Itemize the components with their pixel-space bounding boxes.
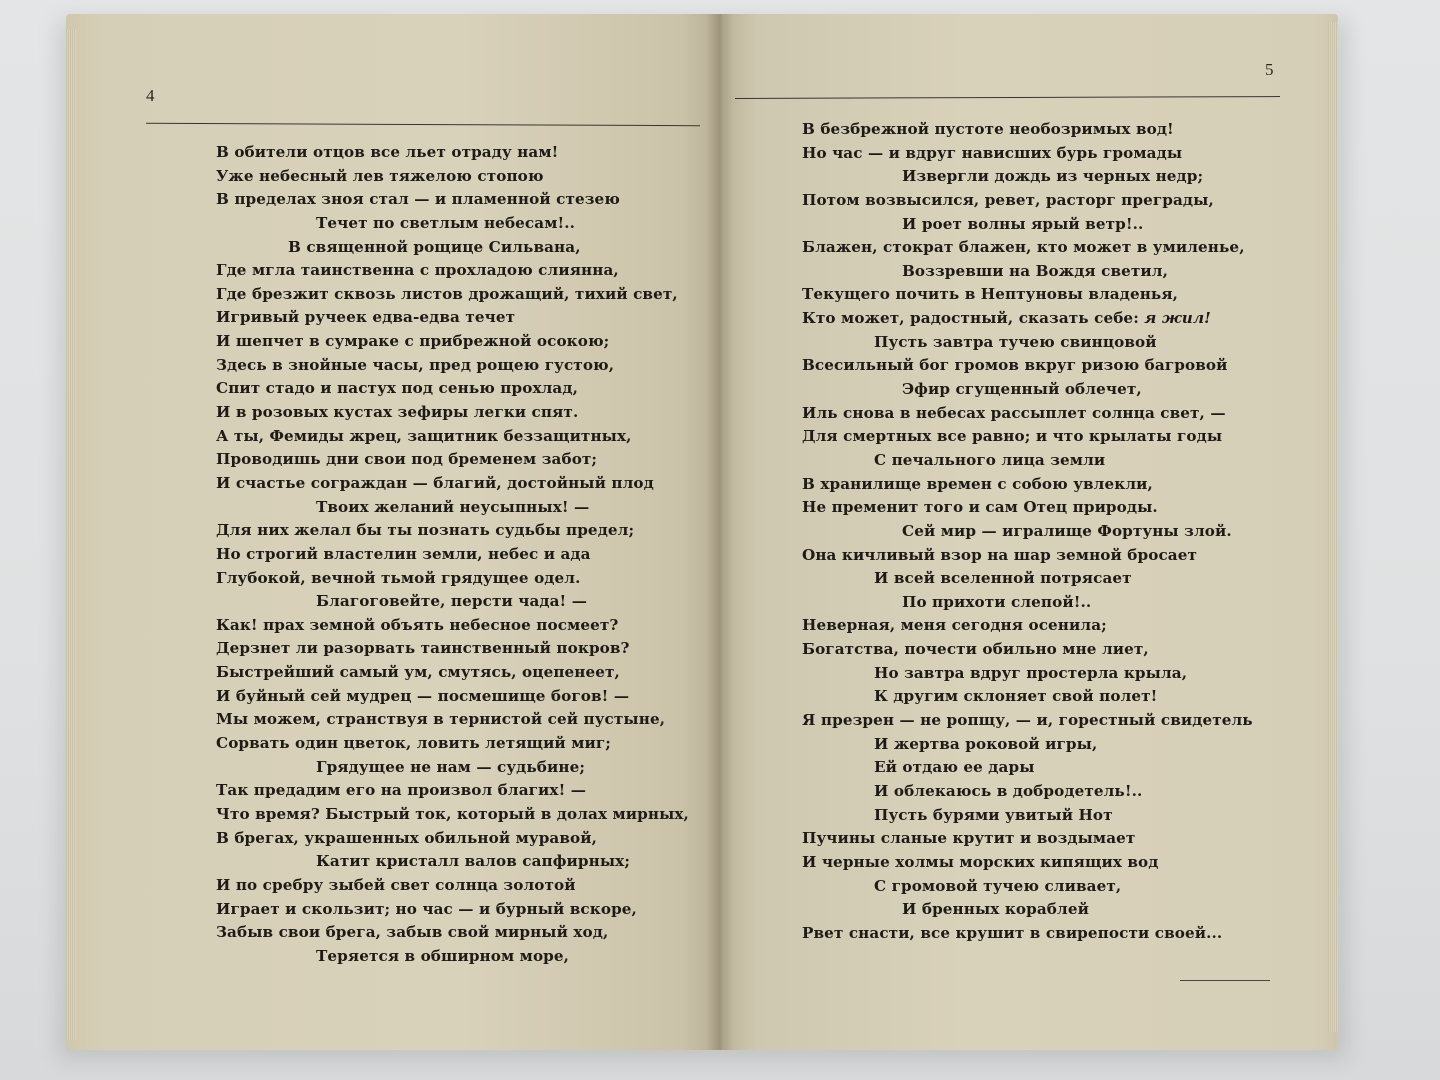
- verse-line-text: Теряется в обширном море,: [316, 946, 570, 965]
- verse-line: [802, 756, 1253, 780]
- verse-line: [216, 874, 689, 898]
- verse-line: [216, 850, 689, 874]
- verse-line-text: Сорвать один цветок, ловить летящий миг;: [216, 734, 611, 753]
- verse-line: [802, 544, 1253, 568]
- verse-line-text: Но строгий властелин земли, небес и ада: [216, 544, 591, 563]
- page-end-mark: [1180, 980, 1270, 981]
- verse-line: [216, 614, 689, 638]
- verse-line-text: В брегах, украшенных обильной муравой,: [216, 828, 597, 847]
- verse-line-text: Пучины сланые крутит и воздымает: [802, 829, 1136, 848]
- verse-line-text: И облекаюсь в добродетель!..: [874, 781, 1143, 800]
- verse-line-text: Не пременит того и сам Отец природы.: [802, 498, 1158, 517]
- verse-line-text: Играет и скользит; но час — и бурный вскоре,: [216, 899, 637, 918]
- verse-line-text: С громовой тучею сливает,: [874, 876, 1122, 895]
- verse-line-text: Она кичливый взор на шар земной бросает: [802, 545, 1198, 564]
- verse-line-text: В обители отцов все льет отраду нам!: [216, 143, 559, 161]
- verse-line-text: Воззревши на Вождя светил,: [902, 261, 1168, 280]
- verse-line: [802, 780, 1253, 804]
- verse-line: [216, 472, 689, 496]
- verse-line: [216, 283, 689, 307]
- verse-line: [216, 188, 689, 212]
- verse-line-text: Проводишь дни свои под бременем забот;: [216, 450, 598, 469]
- verse-line-text: Но завтра вдруг простерла крыла,: [874, 663, 1188, 682]
- verse-line: [216, 732, 689, 756]
- verse-line-text: Спит стадо и пастух под сенью прохлад,: [216, 379, 578, 398]
- left-page-number: 4: [146, 86, 155, 105]
- verse-line: [802, 236, 1253, 260]
- book-gutter: [706, 14, 734, 1050]
- verse-line-text: В хранилище времен с собою увлекли,: [802, 474, 1153, 493]
- verse-line-text: Быстрейший самый ум, смутясь, оцепенеет,: [216, 663, 620, 682]
- verse-line-text: Но час — и вдруг нависших бурь громады: [802, 143, 1183, 162]
- verse-line: [802, 922, 1253, 946]
- verse-line-text: Для смертных все равно; и что крылаты годы: [802, 427, 1223, 446]
- verse-line-text: Потом возвысился, ревет, расторг преграды,: [802, 190, 1214, 209]
- verse-line-text: А ты, Фемиды жрец, защитник беззащитных,: [216, 426, 632, 445]
- verse-line: [216, 519, 689, 543]
- verse-line: [216, 165, 689, 189]
- verse-line: [802, 733, 1253, 757]
- verse-line-text: Пусть завтра тучею свинцовой: [874, 332, 1157, 351]
- verse-line: [802, 260, 1253, 284]
- verse-line-text: Всесильный бог громов вкруг ризою багровой: [802, 356, 1228, 375]
- verse-line-text: Где мгла таинственна с прохладою слиянна,: [216, 261, 619, 280]
- verse-line: [216, 401, 689, 425]
- verse-line: [216, 945, 689, 969]
- verse-line-text: Твоих желаний неусыпных! —: [316, 497, 590, 516]
- verse-line-text: И буйный сей мудрец — посмешище богов! —: [216, 686, 630, 705]
- verse-line-text: Мы можем, странствуя в тернистой сей пустыне,: [216, 710, 666, 729]
- verse-line: [802, 213, 1253, 237]
- verse-line: [802, 425, 1253, 449]
- verse-line: [802, 378, 1253, 402]
- verse-line: [216, 212, 689, 236]
- right-page-verse: [802, 118, 1253, 945]
- verse-line: [802, 662, 1253, 686]
- verse-line: [802, 614, 1253, 638]
- verse-line-text: Богатства, почести обильно мне лиет,: [802, 640, 1149, 659]
- verse-line: [802, 804, 1253, 828]
- verse-line-text: Здесь в знойные часы, пред рощею густою,: [216, 355, 615, 374]
- verse-line-text: Игривый ручеек едва-едва течет: [216, 308, 516, 327]
- verse-line: [802, 142, 1253, 166]
- verse-line: [802, 851, 1253, 875]
- verse-line: [216, 377, 689, 401]
- verse-line-text: И бренных кораблей: [902, 900, 1089, 919]
- verse-line-text: Кто может, радостный, сказать себе:: [802, 309, 1145, 328]
- verse-line: [216, 803, 689, 827]
- verse-line-text: Течет по светлым небесам!..: [316, 213, 576, 232]
- verse-line-text: В безбрежной пустоте необозримых вод!: [802, 120, 1174, 138]
- verse-line-text: Забыв свои брега, забыв свой мирный ход,: [216, 923, 609, 942]
- verse-line: [216, 661, 689, 685]
- verse-line: [802, 118, 1253, 142]
- verse-line-text: В священной рощице Сильвана,: [288, 237, 581, 256]
- verse-line: [216, 590, 689, 614]
- verse-line-text: Извергли дождь из черных недр;: [902, 167, 1204, 186]
- verse-line-text: С печального лица земли: [874, 450, 1106, 469]
- verse-line-text: Так предадим его на произвол благих! —: [216, 781, 587, 800]
- verse-line-text: Текущего почить в Нептуновы владенья,: [802, 285, 1179, 304]
- verse-line: [216, 496, 689, 520]
- verse-line-emphasis: я жил!: [1144, 309, 1211, 328]
- verse-line-text: Я презрен — не ропщу, — и, горестный свидетель: [802, 711, 1253, 730]
- verse-line: [216, 236, 689, 260]
- left-page-edges: [66, 30, 76, 1040]
- verse-line-text: Иль снова в небесах рассыплет солнца свет, —: [802, 403, 1226, 422]
- verse-line: [216, 756, 689, 780]
- verse-line-text: И шепчет в сумраке с прибрежной осокою;: [216, 332, 610, 351]
- right-page-edges: [1328, 22, 1338, 1032]
- verse-line: [216, 898, 689, 922]
- verse-line-text: Грядущее не нам — судьбине;: [316, 757, 586, 776]
- verse-line-text: И черные холмы морских кипящих вод: [802, 852, 1159, 871]
- verse-line: [802, 283, 1253, 307]
- verse-line: [802, 496, 1253, 520]
- verse-line-text: И по сребру зыбей свет солнца золотой: [216, 875, 576, 894]
- verse-line-text: Сей мир — игралище Фортуны злой.: [902, 521, 1232, 540]
- verse-line: [802, 875, 1253, 899]
- verse-line-text: Что время? Быстрый ток, который в долах мирных,: [216, 804, 689, 823]
- verse-line-text: Блажен, стократ блажен, кто может в умиленье,: [802, 238, 1245, 257]
- verse-line: [216, 779, 689, 803]
- verse-line-text: Глубокой, вечной тьмой грядущее одел.: [216, 568, 581, 587]
- verse-line-text: По прихоти слепой!..: [902, 592, 1092, 611]
- verse-line: [802, 591, 1253, 615]
- verse-line: [802, 473, 1253, 497]
- verse-line-text: Уже небесный лев тяжелою стопою: [216, 166, 544, 185]
- verse-line: [802, 827, 1253, 851]
- verse-line: [216, 259, 689, 283]
- verse-line-text: И в розовых кустах зефиры легки спят.: [216, 403, 579, 422]
- verse-line-text: Ей отдаю ее дары: [874, 758, 1035, 777]
- verse-line-text: Где брезжит сквозь листов дрожащий, тихий свет,: [216, 284, 678, 303]
- verse-line-text: Благоговейте, персти чада! —: [316, 592, 587, 611]
- verse-line: [802, 354, 1253, 378]
- verse-line: [216, 567, 689, 591]
- verse-line: [216, 708, 689, 732]
- verse-line: [216, 827, 689, 851]
- verse-line-text: И роет волны ярый ветр!..: [902, 214, 1144, 233]
- verse-line: [802, 638, 1253, 662]
- verse-line-text: И жертва роковой игры,: [874, 734, 1098, 753]
- verse-line: [216, 425, 689, 449]
- verse-line-text: Эфир сгущенный облечет,: [902, 380, 1142, 399]
- verse-line: [216, 921, 689, 945]
- verse-line-text: Дерзнет ли разорвать таинственный покров?: [216, 639, 630, 658]
- verse-line-text: Пусть бурями увитый Нот: [874, 805, 1113, 824]
- verse-line: [216, 330, 689, 354]
- verse-line-text: Неверная, меня сегодня осенила;: [802, 616, 1107, 635]
- right-page-number: 5: [1265, 60, 1274, 79]
- verse-line: [216, 448, 689, 472]
- verse-line: [802, 567, 1253, 591]
- verse-line-text: К другим склоняет свой полет!: [874, 687, 1158, 706]
- verse-line: [802, 685, 1253, 709]
- verse-line-text: Как! прах земной объять небесное посмеет?: [216, 615, 619, 634]
- verse-line: [216, 637, 689, 661]
- verse-line: [216, 543, 689, 567]
- verse-line: [802, 189, 1253, 213]
- verse-line: [802, 709, 1253, 733]
- verse-line: [216, 306, 689, 330]
- verse-line: [802, 331, 1253, 355]
- verse-line-text: Для них желал бы ты познать судьбы предел;: [216, 521, 635, 540]
- verse-line: [802, 898, 1253, 922]
- verse-line-text: В пределах зноя стал — и пламенной стезею: [216, 190, 620, 209]
- left-page-verse: [216, 141, 689, 968]
- verse-line: [802, 165, 1253, 189]
- verse-line: [216, 141, 689, 165]
- verse-line: [802, 520, 1253, 544]
- verse-line-text: И счастье сограждан — благий, достойный плод: [216, 473, 654, 492]
- verse-line: [802, 307, 1253, 331]
- verse-line: [216, 354, 689, 378]
- verse-line-text: И всей вселенной потрясает: [874, 569, 1132, 588]
- verse-line: [802, 402, 1253, 426]
- verse-line-text: Катит кристалл валов сапфирных;: [316, 852, 631, 871]
- verse-line: [216, 685, 689, 709]
- verse-line: [802, 449, 1253, 473]
- verse-line-text: Рвет снасти, все крушит в свирепости своей...: [802, 923, 1223, 942]
